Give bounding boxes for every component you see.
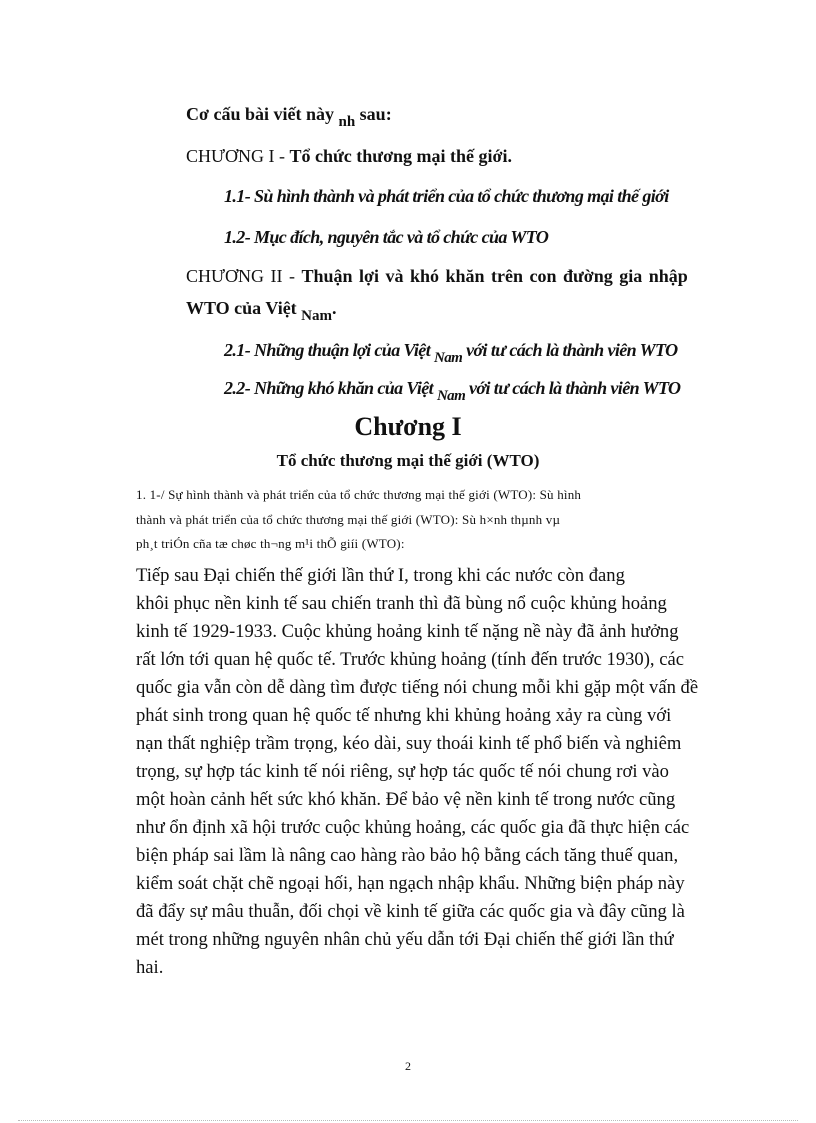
toc-item-2-2 [224,378,681,404]
paragraph-line: Tiếp sau Đại chiến thế giới lần thứ I, trong khi các nước còn đang [136,565,625,586]
intro-sub: nh [338,114,356,130]
toc-item-1-2: 1.2- Mục đích, nguyên tắc và tổ chức của WTO [224,227,549,247]
paragraph-line: kinh tế 1929-1933. Cuộc khủng hoảng kinh tế nặng nề này đã ảnh hưởng [136,621,679,642]
toc-chapter-2-title-line2: WTO của Việt [186,298,302,318]
toc-chapter-2-line2 [186,298,337,324]
page-number: 2 [405,1059,411,1073]
toc-chapter-2-title-line1: Thuận lợi và khó khăn trên con đường gia nhập [301,266,688,286]
toc-chapter-1-title: Tổ chức thương mại thế giới. [289,146,513,166]
toc-chapter-1-prefix: CHƯƠNG I - [186,146,290,166]
intro-line [186,104,392,130]
paragraph-line: rất lớn tới quan hệ quốc tế. Trước khủng hoảng (tính đến trước 1930), các [136,649,684,670]
paragraph-line: trọng, sự hợp tác kinh tế nói riêng, sự hợp tác quốc tế nói chung rơi vào [136,761,669,782]
section-heading-line1: 1. 1-/ Sự hình thành và phát triển của tổ chức thương mại thế giới (WTO): Sù hình [136,487,582,502]
toc-item-2-2-sub: Nam [436,388,466,404]
toc-chapter-2-line1 [186,266,688,287]
intro-text: Cơ cấu bài viết này [186,104,339,124]
toc-item-2-1-after: với tư cách là thành viên WTO [462,340,678,360]
intro-tail: sau: [355,104,392,124]
toc-item-1-1: 1.1- Sù hình thành và phát triển của tổ chức thương mại thế giới [224,186,669,206]
toc-chapter-2-sub: Nam [301,308,332,324]
section-heading-line3: ph¸t triÓn cña tæ chøc th¬ng m¹i thÕ giíi (WTO): [136,536,405,551]
paragraph-line: một hoàn cảnh hết sức khó khăn. Để bảo vệ nền kinh tế trong nước cũng [136,789,676,810]
chapter-heading: Chương I [354,412,462,441]
paragraph-line: quốc gia vẫn còn dễ dàng tìm được tiếng nói chung mỗi khi gặp một vấn đề [136,677,699,698]
paragraph-line: như ổn định xã hội trước cuộc khủng hoảng, các quốc gia đã thực hiện các [136,817,690,838]
toc-item-2-1-before: 2.1- Những thuận lợi của Việt [224,340,434,360]
chapter-subtitle: Tổ chức thương mại thế giới (WTO) [276,451,540,470]
toc-item-2-2-after: với tư cách là thành viên WTO [465,378,681,398]
toc-item-2-2-before: 2.2- Những khó khăn của Việt [224,378,437,398]
toc-chapter-2-end: . [332,298,337,318]
page-bottom-divider [18,1120,798,1121]
toc-item-2-1-sub: Nam [434,350,463,366]
toc-chapter-1 [186,146,512,167]
paragraph-line: đã đẩy sự mâu thuẫn, đối chọi về kinh tế giữa các quốc gia và đây cũng là [136,901,685,922]
paragraph-line: mét trong những nguyên nhân chủ yếu dẫn tới Đại chiến thế giới lần thứ [136,929,674,950]
section-heading-line2: thành và phát triển của tổ chức thương mại thế giới (WTO): Sù h×nh thµnh vµ [136,512,561,527]
paragraph-line: kiểm soát chặt chẽ ngoại hối, hạn ngạch nhập khẩu. Những biện pháp này [136,873,685,894]
toc-item-2-1 [224,340,678,366]
paragraph-line: biện pháp sai lầm là nâng cao hàng rào bảo hộ bằng cách tăng thuế quan, [136,845,679,866]
paragraph-line: khôi phục nền kinh tế sau chiến tranh thì đã bùng nổ cuộc khủng hoảng [136,593,667,614]
paragraph-line: nạn thất nghiệp trầm trọng, kéo dài, suy thoái kinh tế phổ biến và nghiêm [136,733,682,754]
paragraph-line: phát sinh trong quan hệ quốc tế nhưng khi khủng hoảng xảy ra cùng với [136,705,672,726]
toc-chapter-2-prefix: CHƯƠNG II - [186,266,302,286]
paragraph-line: hai. [136,957,164,978]
